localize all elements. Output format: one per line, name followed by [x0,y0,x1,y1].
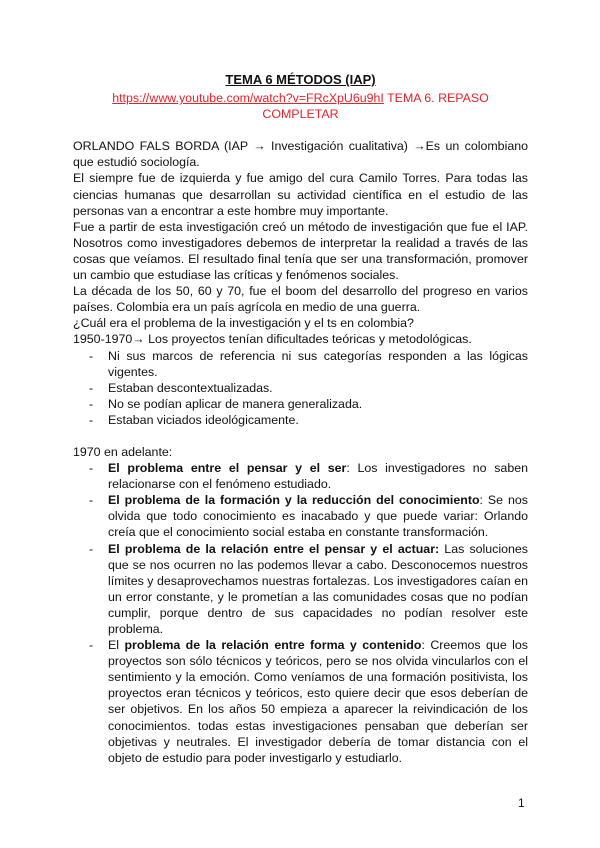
bullet-dash: - [89,461,94,476]
paragraph: ¿Cuál era el problema de la investigación y el ts en colombia? [73,316,414,331]
list-item [73,637,528,766]
paragraph: La década de los 50, 60 y 70, fue el boom del desarrollo del progreso en varios países. Colombia era un país agrícola en medio de una guerra. [73,284,528,315]
list-item-text: Ni sus marcos de referencia ni sus categorías responden a las lógicas vigentes. [108,348,528,379]
paragraph: Fue a partir de esta investigación creó un método de investigación que fue el IAP. Nosotros como investigadores debemos de interpretar la realidad a través de las cosas que veíamos. El resultado final tenía que ser una transformación, promover un cambio que estudiase las críticas y fenómenos sociales. [73,219,528,283]
page-number: 1 [518,796,525,810]
paragraph: El siempre fue de izquierda y fue amigo del cura Camilo Torres. Para todas las ciencias humanas que desarrollan su actividad científica en el estudio de las personas van a encontrar a este hombre muy importante. [73,171,528,218]
list-item [73,396,528,412]
bullet-dash: - [89,380,94,395]
item-bold-title: problema de la relación entre forma y contenido [124,638,422,653]
paragraph: 1950-1970→ Los proyectos tenían dificultades teóricas y metodológicas. [73,332,472,347]
list-item [73,348,528,380]
problems-list-1950 [73,348,528,428]
document-title: TEMA 6 MÉTODOS (IAP) [225,72,376,87]
item-text: Las soluciones que se nos ocurren no las podemos llevar a cabo. Desconocemos nuestros límites y desaprovechamos nuestras fortalezas. Los investigadores caían en un error constante, y le prometían a las comunidades cosas que no podían cumplir, porque dentro de sus capacidades no podían resolver este problema. [108,541,528,636]
video-link-line [73,90,528,122]
list-item [73,541,528,638]
paragraph: ORLANDO FALS BORDA (IAP → Investigación cualitativa) →Es un colombiano que estudió sociología. [73,139,528,170]
list-item [73,460,528,492]
bullet-dash: - [89,396,94,411]
item-prefix: El [108,638,125,653]
bullet-dash: - [89,638,94,653]
item-bold-title: El problema entre el pensar y el ser [108,461,347,476]
item-bold-title: El problema de la relación entre el pensar y el actuar: [108,541,440,556]
section-heading: 1970 en adelante: [73,444,173,459]
list-item [73,380,528,396]
bullet-dash: - [89,412,94,427]
list-item-text: Estaban viciados ideológicamente. [108,412,299,427]
bullet-dash: - [89,493,94,508]
list-item [73,412,528,428]
item-text: : Se nos olvida que todo conocimiento es inacabado y que puede variar: Orlando creía que el conocimiento social estaba en constante transformación. [108,493,528,540]
item-bold-title: El problema de la formación y la reducción del conocimiento [108,493,480,508]
item-text: : Los investigadores no saben relacionarse con el fenómeno estudiado. [108,461,528,492]
problems-list-1970 [73,460,528,766]
youtube-link[interactable]: https://www.youtube.com/watch?v=FRcXpU6u9hI [112,91,384,106]
bullet-dash: - [89,348,94,363]
link-note: TEMA 6. REPASO COMPLETAR [262,91,489,122]
bullet-dash: - [89,541,94,556]
item-text: : Creemos que los proyectos son sólo técnicos y teóricos, pero se nos olvida vincularlos con el sentimiento y la emoción. Como veníamos de una formación positivista, los proyectos eran técnicos y teóricos, esto quiere decir que esos deberían de ser objetivos. En los años 50 empieza a aparecer la reivindicación de los conocimientos. todas estas investigaciones pensaban que deberían ser objetivas y neutrales. El investigador debería de tomar distancia con el objeto de estudio para poder investigarlo y estudiarlo. [108,638,528,765]
list-item [73,492,528,540]
list-item-text: No se podían aplicar de manera generalizada. [108,396,363,411]
list-item-text: Estaban descontextualizadas. [108,380,273,395]
document-page [73,72,528,766]
